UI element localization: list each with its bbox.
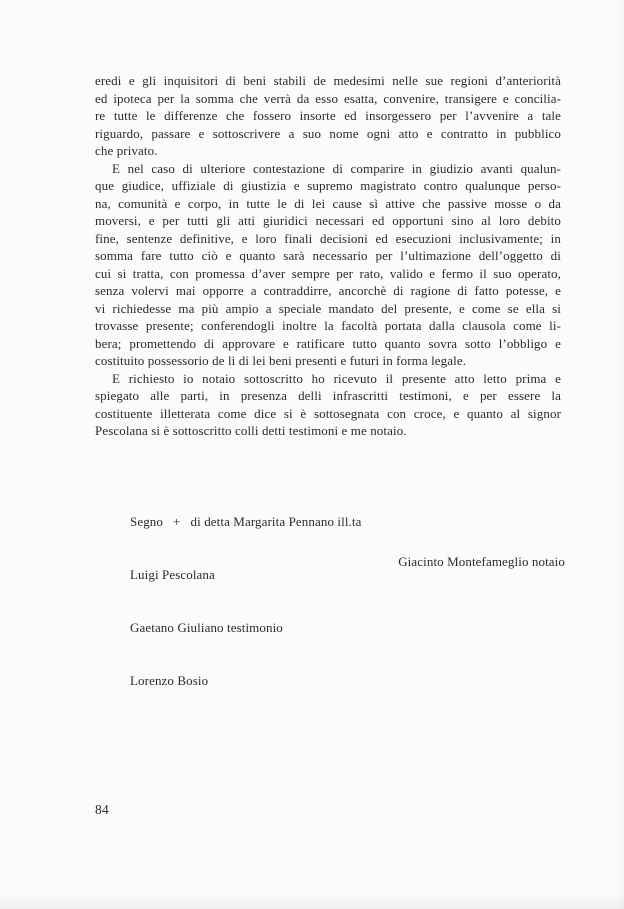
text-line: riguardo, passare e sottoscrivere a suo nome ogni atto e contratto in pubblico (95, 125, 561, 141)
text-line: E richiesto io notaio sottoscritto ho ricevuto il presente atto letto prima e (112, 370, 561, 386)
witness-name: Gaetano Giuliano testimonio (130, 619, 283, 635)
signature-mark-line: Segno + di detta Margarita Pennano ill.ta (130, 514, 362, 530)
text-line: spiegato alle parti, in presenza delli infrascritti testimoni, e per essere la (95, 388, 561, 403)
scan-shadow-right (618, 0, 624, 909)
text-line: ed ipoteca per la somma che verrà da esso esatta, convenire, transigere e concilia- (95, 90, 561, 106)
text-line: vi richiedesse ma più ampio a speciale mandato del presente, e come se ella si (95, 300, 561, 316)
text-line: na, comunità e corpo, in tutte le di lei cause sì attive che passive mosse o da (95, 195, 561, 211)
text-line: E nel caso di ulteriore contestazione di comparire in giudizio avanti qualun- (112, 160, 561, 176)
scan-shadow-bottom (0, 895, 624, 909)
text-line: que giudice, uffiziale di giustizia e supremo magistrato contro qualunque perso- (95, 178, 561, 193)
body-text (95, 72, 561, 440)
witness-name: Luigi Pescolana (130, 566, 215, 582)
text-line: cui si tratta, con promessa d’aver sempre per rato, valido e fermo il suo operato, (95, 265, 561, 281)
text-line: che privato. (95, 143, 158, 158)
text-line: costituente illetterata come dice si è sottosegnata con croce, e quanto al signor (95, 405, 561, 421)
witness-name: Lorenzo Bosio (130, 672, 209, 688)
text-line: Pescolana si è sottoscritto colli detti testimoni e me notaio. (95, 423, 407, 438)
text-line: re tutte le differenze che fossero insorte ed insorgessero per l’avvenire a tale (95, 108, 561, 123)
text-line: eredi e gli inquisitori di beni stabili de medesimi nelle sue regioni d’anteriorità (95, 73, 561, 88)
text-line: somma fare tutto ciò e quanto sarà necessario per l’ultimazione dell’oggetto di (95, 248, 561, 263)
notary-signature: Giacinto Montefameglio notaio (398, 554, 565, 569)
text-line: senza volervi mai opporre a contraddirre, ancorchè di ragione di fatto potesse, e (95, 283, 561, 298)
text-line: fine, sentenze definitive, e loro finali decisioni ed esecuzioni inclusivamente; in (95, 230, 561, 246)
text-line: trovasse presente; conferendogli inoltre la facoltà portata dalla clausola come li- (95, 318, 561, 333)
page-number: 84 (95, 802, 110, 817)
signature-block (130, 478, 361, 724)
text-line: moversi, e per tutti gli atti giuridici necessari ed opportuni sino al loro debito (95, 213, 561, 228)
text-line: costituito possessorio de li di lei beni presenti e futuri in forma legale. (95, 353, 467, 368)
text-line: bera; promettendo di approvare e ratificare tutto quanto sovra sotto l’obbligo e (95, 335, 561, 351)
